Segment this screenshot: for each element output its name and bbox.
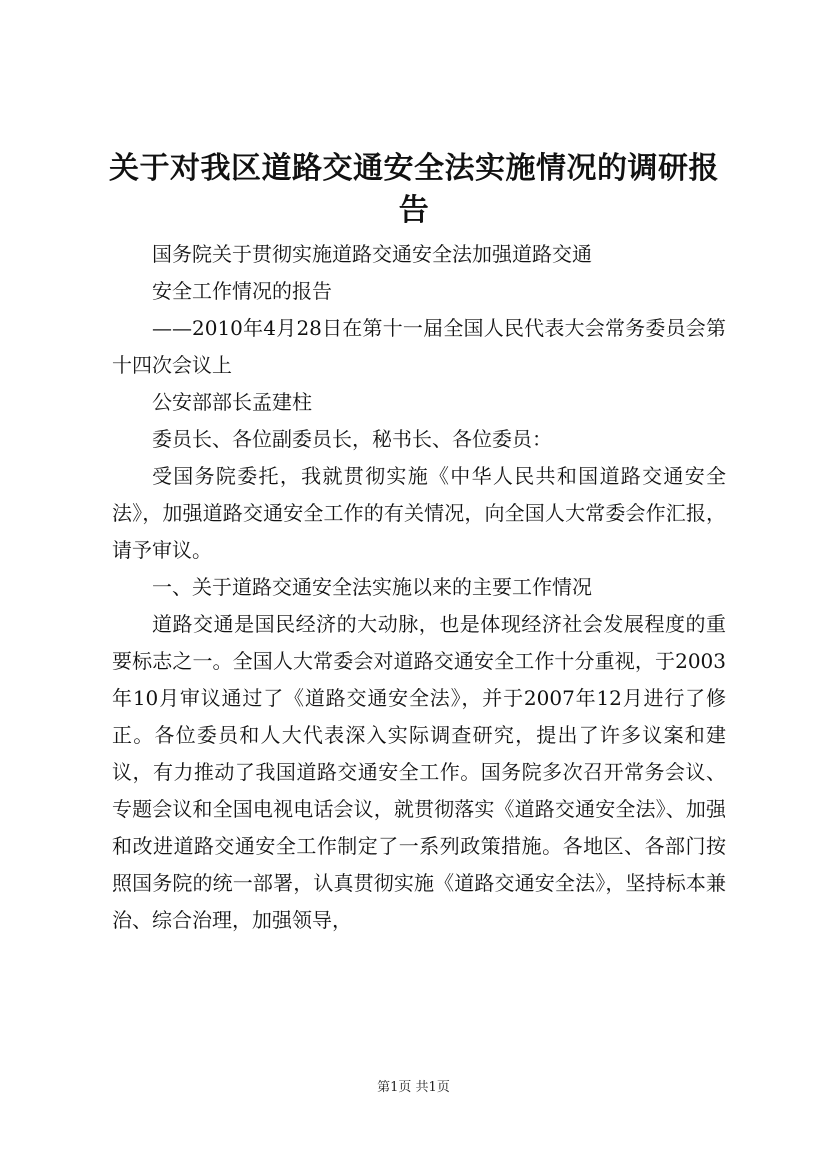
- section-heading-1: 一、关于道路交通安全法实施以来的主要工作情况: [152, 575, 592, 599]
- document-body: [112, 236, 726, 939]
- document-title: 关于对我区道路交通安全法实施情况的调研报告: [109, 151, 719, 228]
- paragraph-report-title-line2: 安全工作情况的报告: [152, 279, 332, 303]
- page-footer: 第1页 共1页: [377, 1080, 450, 1095]
- paragraph-intro: 受国务院委托，我就贯彻实施《中华人民共和国道路交通安全法》，加强道路交通安全工作的有关情况，向全国人大常委会作汇报，请予审议。: [112, 464, 726, 562]
- paragraph-meeting-info: ——2010年4月28日在第十一届全国人民代表大会常务委员会第十四次会议上: [112, 316, 726, 377]
- paragraph-speaker: 公安部部长孟建柱: [152, 390, 312, 414]
- paragraph-report-title-line1: 国务院关于贯彻实施道路交通安全法加强道路交通: [152, 242, 592, 266]
- paragraph-section-1-body: 道路交通是国民经济的大动脉，也是体现经济社会发展程度的重要标志之一。全国人大常委会对道路交通安全工作十分重视，于2003年10月审议通过了《道路交通安全法》，并于2007年12月进行了修正。各位委员和人大代表深入实际调查研究，提出了许多议案和建议，有力推动了我国道路交通安全工作。国务院多次召开常务会议、专题会议和全国电视电话会议，就贯彻落实《道路交通安全法》、加强和改进道路交通安全工作制定了一系列政策措施。各地区、各部门按照国务院的统一部署，认真贯彻实施《道路交通安全法》，坚持标本兼治、综合治理，加强领导，: [112, 612, 726, 932]
- paragraph-salutation: 委员长、各位副委员长，秘书长、各位委员：: [152, 427, 552, 451]
